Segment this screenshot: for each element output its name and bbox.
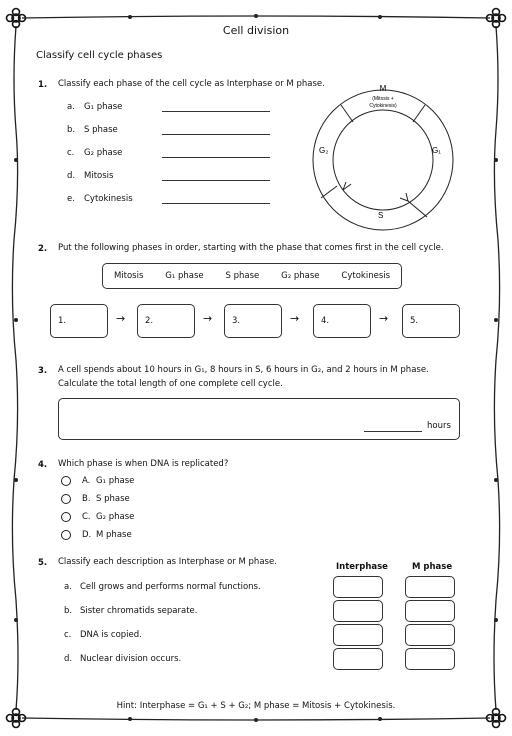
q4-number: 4. bbox=[38, 460, 48, 470]
q1-item-letter: b. bbox=[67, 125, 76, 135]
hint-text: Hint: Interphase = G₁ + S + G₂; M phase = Mitosis + Cytokinesis. bbox=[116, 701, 396, 711]
m-sublabel: (Mitosis + bbox=[372, 96, 394, 102]
q1-item-letter: c. bbox=[67, 148, 75, 158]
q5-number: 5. bbox=[38, 558, 48, 568]
q1-answer-line[interactable] bbox=[162, 134, 270, 135]
q5-item-letter: d. bbox=[64, 654, 73, 664]
arrow-right-icon: → bbox=[290, 312, 300, 325]
order-box[interactable] bbox=[224, 304, 282, 338]
q1-item-label: Mitosis bbox=[84, 171, 114, 181]
order-box-number: 2. bbox=[145, 316, 154, 326]
m-sublabel-2: Cytokinesis) bbox=[369, 103, 397, 109]
q2-number: 2. bbox=[38, 244, 48, 254]
interphase-answer-box[interactable] bbox=[333, 648, 383, 670]
arrow-right-icon: → bbox=[379, 312, 389, 325]
q5-item-letter: b. bbox=[64, 606, 73, 616]
radio-option[interactable] bbox=[61, 494, 71, 504]
q3-text-line1: A cell spends about 10 hours in G₁, 8 hours in S, 6 hours in G₂, and 2 hours in M phase. bbox=[58, 365, 429, 375]
word-bank-item: S phase bbox=[225, 271, 260, 281]
arrow-right-icon: → bbox=[203, 312, 213, 325]
radio-option[interactable] bbox=[61, 476, 71, 486]
col-interphase-header: Interphase bbox=[336, 562, 388, 572]
mphase-answer-box[interactable] bbox=[405, 624, 455, 646]
radio-option[interactable] bbox=[61, 530, 71, 540]
q5-item-label: DNA is copied. bbox=[80, 630, 142, 640]
q3-answer-box[interactable] bbox=[58, 398, 460, 440]
order-box[interactable] bbox=[137, 304, 195, 338]
arrow-right-icon: → bbox=[116, 312, 126, 325]
option-letter: C. bbox=[82, 512, 91, 522]
q3-number: 3. bbox=[38, 366, 48, 376]
q3-text-line2: Calculate the total length of one complete cell cycle. bbox=[58, 379, 283, 389]
q1-item-label: Cytokinesis bbox=[84, 194, 133, 204]
interphase-answer-box[interactable] bbox=[333, 624, 383, 646]
q2-text: Put the following phases in order, starting with the phase that comes first in the cell cycle. bbox=[58, 243, 444, 253]
arrowhead bbox=[400, 193, 408, 201]
q1-item-letter: d. bbox=[67, 171, 76, 181]
word-bank-item: G₁ phase bbox=[165, 271, 204, 281]
m-label: M bbox=[379, 84, 387, 93]
q4-text: Which phase is when DNA is replicated? bbox=[58, 459, 229, 469]
option-letter: B. bbox=[82, 494, 91, 504]
order-box-number: 3. bbox=[232, 316, 241, 326]
q1-item-label: G₂ phase bbox=[84, 148, 123, 158]
word-bank bbox=[102, 263, 402, 289]
q5-text: Classify each description as Interphase or M phase. bbox=[58, 557, 277, 567]
word-bank-item: Mitosis bbox=[113, 271, 144, 281]
q5-item-label: Cell grows and performs normal functions. bbox=[80, 582, 261, 592]
word-bank-item: Cytokinesis bbox=[341, 271, 391, 281]
order-box-number: 4. bbox=[321, 316, 330, 326]
mphase-answer-box[interactable] bbox=[405, 600, 455, 622]
option-label: G₁ phase bbox=[96, 476, 135, 486]
arrowhead bbox=[343, 182, 351, 190]
q1-answer-line[interactable] bbox=[162, 157, 270, 158]
option-label: G₂ phase bbox=[96, 512, 135, 522]
q1-item-letter: a. bbox=[67, 102, 75, 112]
radio-option[interactable] bbox=[61, 512, 71, 522]
page-title: Cell division bbox=[222, 24, 290, 37]
inner-ring bbox=[333, 110, 433, 210]
interphase-answer-box[interactable] bbox=[333, 576, 383, 598]
word-bank-item: G₂ phase bbox=[281, 271, 320, 281]
q1-text: Classify each phase of the cell cycle as Interphase or M phase. bbox=[58, 79, 325, 89]
q3-unit: hours bbox=[427, 421, 451, 431]
option-letter: A. bbox=[82, 476, 91, 486]
q5-item-label: Nuclear division occurs. bbox=[80, 654, 182, 664]
order-box[interactable] bbox=[402, 304, 460, 338]
g1-label: G₁ bbox=[432, 146, 441, 155]
order-box-number: 5. bbox=[410, 316, 419, 326]
q5-item-letter: a. bbox=[64, 582, 72, 592]
q1-number: 1. bbox=[38, 80, 48, 90]
q5-item-letter: c. bbox=[64, 630, 72, 640]
option-label: S phase bbox=[96, 494, 130, 504]
option-letter: D. bbox=[82, 530, 92, 540]
q1-item-letter: e. bbox=[67, 194, 75, 204]
q5-item-label: Sister chromatids separate. bbox=[80, 606, 198, 616]
g2-label: G₂ bbox=[319, 146, 329, 155]
page-subtitle: Classify cell cycle phases bbox=[36, 50, 163, 61]
order-box-number: 1. bbox=[58, 316, 67, 326]
interphase-answer-box[interactable] bbox=[333, 600, 383, 622]
order-box[interactable] bbox=[50, 304, 108, 338]
q1-item-label: S phase bbox=[84, 125, 118, 135]
col-mphase-header: M phase bbox=[412, 562, 453, 572]
outer-ring bbox=[313, 90, 453, 230]
cell-cycle-diagram bbox=[303, 80, 463, 240]
q1-answer-line[interactable] bbox=[162, 180, 270, 181]
mphase-answer-box[interactable] bbox=[405, 576, 455, 598]
q1-answer-line[interactable] bbox=[162, 203, 270, 204]
order-box[interactable] bbox=[313, 304, 371, 338]
option-label: M phase bbox=[96, 530, 132, 540]
s-label: S bbox=[378, 211, 384, 220]
q1-item-label: G₁ phase bbox=[84, 102, 123, 112]
mphase-answer-box[interactable] bbox=[405, 648, 455, 670]
q1-answer-line[interactable] bbox=[162, 111, 270, 112]
